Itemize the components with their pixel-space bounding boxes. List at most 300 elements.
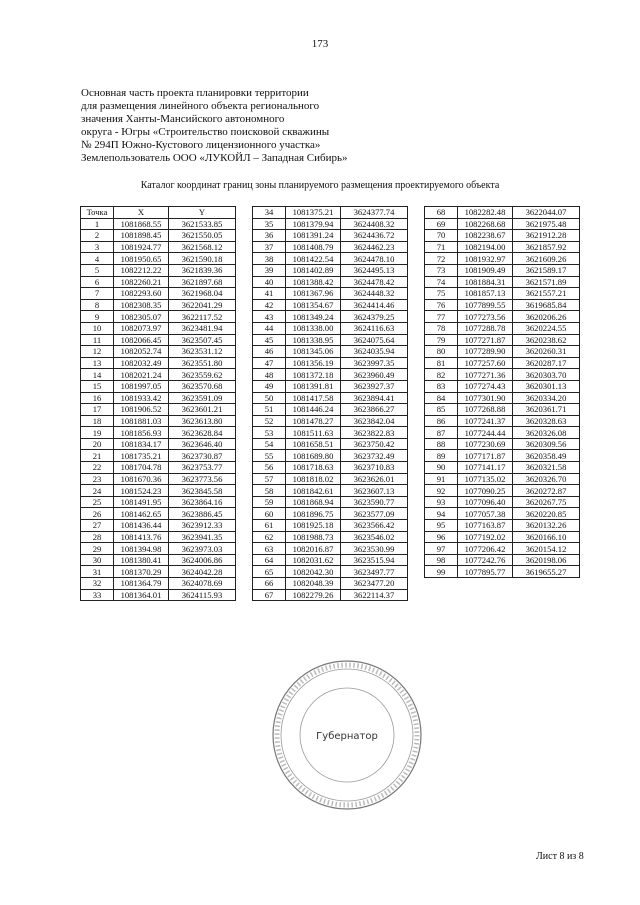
point-cell: 18 bbox=[81, 415, 114, 427]
point-cell: 33 bbox=[81, 589, 114, 601]
table-row bbox=[253, 322, 408, 334]
table-row bbox=[425, 462, 580, 474]
table-row bbox=[425, 438, 580, 450]
y-cell: 3624115.93 bbox=[169, 589, 236, 601]
y-cell: 3622041.29 bbox=[169, 299, 236, 311]
point-cell: 83 bbox=[425, 380, 458, 392]
table-row bbox=[81, 404, 236, 416]
y-cell: 3620132.26 bbox=[513, 520, 580, 532]
y-cell: 3624495.13 bbox=[341, 264, 408, 276]
y-cell: 3624042.28 bbox=[169, 566, 236, 578]
table-row bbox=[81, 369, 236, 381]
point-cell: 93 bbox=[425, 496, 458, 508]
point-cell: 6 bbox=[81, 276, 114, 288]
y-cell: 3623927.37 bbox=[341, 380, 408, 392]
table-row bbox=[425, 299, 580, 311]
y-cell: 3623531.12 bbox=[169, 346, 236, 358]
point-cell: 17 bbox=[81, 404, 114, 416]
point-cell: 56 bbox=[253, 462, 286, 474]
table-row bbox=[81, 322, 236, 334]
y-cell: 3622117.52 bbox=[169, 311, 236, 323]
x-cell: 1081950.65 bbox=[114, 253, 169, 265]
table-row bbox=[81, 346, 236, 358]
table-row bbox=[81, 276, 236, 288]
y-cell: 3623481.94 bbox=[169, 322, 236, 334]
x-cell: 1081511.63 bbox=[286, 427, 341, 439]
x-cell: 1081909.49 bbox=[458, 264, 513, 276]
point-cell: 2 bbox=[81, 230, 114, 242]
point-cell: 89 bbox=[425, 450, 458, 462]
point-cell: 38 bbox=[253, 253, 286, 265]
x-cell: 1082212.22 bbox=[114, 264, 169, 276]
x-cell: 1081402.89 bbox=[286, 264, 341, 276]
x-cell: 1081842.61 bbox=[286, 485, 341, 497]
point-cell: 16 bbox=[81, 392, 114, 404]
table-row bbox=[81, 427, 236, 439]
table-caption: Каталог координат границ зоны планируемого размещения проектируемого объекта bbox=[140, 180, 500, 191]
point-cell: 15 bbox=[81, 380, 114, 392]
point-cell: 12 bbox=[81, 346, 114, 358]
y-cell: 3623613.80 bbox=[169, 415, 236, 427]
point-cell: 66 bbox=[253, 578, 286, 590]
point-cell: 69 bbox=[425, 218, 458, 230]
table-row bbox=[81, 473, 236, 485]
x-cell: 1081689.80 bbox=[286, 450, 341, 462]
coordinates-table-3 bbox=[424, 206, 580, 578]
point-cell: 28 bbox=[81, 531, 114, 543]
x-cell: 1081524.23 bbox=[114, 485, 169, 497]
point-cell: 63 bbox=[253, 543, 286, 555]
point-cell: 57 bbox=[253, 473, 286, 485]
x-cell: 1082238.67 bbox=[458, 230, 513, 242]
x-cell: 1077057.38 bbox=[458, 508, 513, 520]
y-cell: 3621589.17 bbox=[513, 264, 580, 276]
page-number: 173 bbox=[311, 38, 329, 50]
x-cell: 1077257.60 bbox=[458, 357, 513, 369]
x-cell: 1081988.73 bbox=[286, 531, 341, 543]
table-row bbox=[253, 369, 408, 381]
point-cell: 88 bbox=[425, 438, 458, 450]
y-cell: 3621912.28 bbox=[513, 230, 580, 242]
x-cell: 1082066.45 bbox=[114, 334, 169, 346]
y-cell: 3623753.77 bbox=[169, 462, 236, 474]
y-cell: 3624462.23 bbox=[341, 241, 408, 253]
y-cell: 3623894.41 bbox=[341, 392, 408, 404]
x-cell: 1081345.06 bbox=[286, 346, 341, 358]
point-cell: 58 bbox=[253, 485, 286, 497]
y-cell: 3623886.45 bbox=[169, 508, 236, 520]
table-row bbox=[253, 230, 408, 242]
y-cell: 3621897.68 bbox=[169, 276, 236, 288]
point-cell: 31 bbox=[81, 566, 114, 578]
y-cell: 3624035.94 bbox=[341, 346, 408, 358]
point-cell: 54 bbox=[253, 438, 286, 450]
y-cell: 3623607.13 bbox=[341, 485, 408, 497]
y-cell: 3623507.45 bbox=[169, 334, 236, 346]
point-cell: 30 bbox=[81, 554, 114, 566]
table-row bbox=[81, 241, 236, 253]
y-cell: 3623866.27 bbox=[341, 404, 408, 416]
point-cell: 95 bbox=[425, 520, 458, 532]
point-cell: 75 bbox=[425, 288, 458, 300]
point-cell: 64 bbox=[253, 554, 286, 566]
table-row bbox=[81, 253, 236, 265]
point-cell: 90 bbox=[425, 462, 458, 474]
x-cell: 1081906.52 bbox=[114, 404, 169, 416]
point-cell: 49 bbox=[253, 380, 286, 392]
x-cell: 1081735.21 bbox=[114, 450, 169, 462]
y-cell: 3620220.85 bbox=[513, 508, 580, 520]
table-row bbox=[425, 566, 580, 578]
y-cell: 3621571.89 bbox=[513, 276, 580, 288]
x-cell: 1081391.81 bbox=[286, 380, 341, 392]
x-cell: 1081933.42 bbox=[114, 392, 169, 404]
table-row bbox=[425, 450, 580, 462]
table-row bbox=[81, 288, 236, 300]
table-row bbox=[253, 578, 408, 590]
point-cell: 87 bbox=[425, 427, 458, 439]
point-cell: 1 bbox=[81, 218, 114, 230]
y-cell: 3623601.21 bbox=[169, 404, 236, 416]
header-line: значения Ханты-Мансийского автономного bbox=[81, 113, 285, 125]
x-cell: 1077899.55 bbox=[458, 299, 513, 311]
x-cell: 1077244.44 bbox=[458, 427, 513, 439]
table-row bbox=[253, 496, 408, 508]
x-cell: 1082194.00 bbox=[458, 241, 513, 253]
table-row bbox=[253, 380, 408, 392]
table-row bbox=[253, 357, 408, 369]
y-cell: 3623960.49 bbox=[341, 369, 408, 381]
point-cell: 59 bbox=[253, 496, 286, 508]
table-row bbox=[425, 392, 580, 404]
y-cell: 3620198.06 bbox=[513, 554, 580, 566]
table-row bbox=[425, 218, 580, 230]
point-cell: 41 bbox=[253, 288, 286, 300]
table-row bbox=[253, 543, 408, 555]
sheet-counter: Лист 8 из 8 bbox=[536, 851, 584, 862]
x-cell: 1081367.96 bbox=[286, 288, 341, 300]
y-cell: 3621568.12 bbox=[169, 241, 236, 253]
y-cell: 3624116.63 bbox=[341, 322, 408, 334]
x-cell: 1081388.42 bbox=[286, 276, 341, 288]
y-cell: 3623997.35 bbox=[341, 357, 408, 369]
point-cell: 91 bbox=[425, 473, 458, 485]
point-cell: 26 bbox=[81, 508, 114, 520]
table-row bbox=[253, 531, 408, 543]
table-row bbox=[425, 369, 580, 381]
point-cell: 45 bbox=[253, 334, 286, 346]
y-cell: 3622114.37 bbox=[341, 589, 408, 601]
point-cell: 39 bbox=[253, 264, 286, 276]
table-row bbox=[81, 566, 236, 578]
table-row bbox=[81, 485, 236, 497]
table-row bbox=[253, 288, 408, 300]
point-cell: 47 bbox=[253, 357, 286, 369]
table-row bbox=[425, 230, 580, 242]
table-row bbox=[253, 462, 408, 474]
y-cell: 3620260.31 bbox=[513, 346, 580, 358]
table-row bbox=[425, 322, 580, 334]
coordinates-table-1 bbox=[80, 206, 236, 601]
x-cell: 1081364.01 bbox=[114, 589, 169, 601]
point-cell: 55 bbox=[253, 450, 286, 462]
x-cell: 1081408.79 bbox=[286, 241, 341, 253]
y-cell: 3623628.84 bbox=[169, 427, 236, 439]
y-cell: 3623750.42 bbox=[341, 438, 408, 450]
point-cell: 9 bbox=[81, 311, 114, 323]
table-row bbox=[81, 531, 236, 543]
table-row bbox=[253, 485, 408, 497]
x-cell: 1081932.97 bbox=[458, 253, 513, 265]
table-row bbox=[425, 288, 580, 300]
point-cell: 73 bbox=[425, 264, 458, 276]
point-cell: 71 bbox=[425, 241, 458, 253]
point-cell: 51 bbox=[253, 404, 286, 416]
table-row bbox=[81, 230, 236, 242]
point-cell: 92 bbox=[425, 485, 458, 497]
point-cell: 65 bbox=[253, 566, 286, 578]
table-row bbox=[253, 508, 408, 520]
table-row bbox=[425, 207, 580, 219]
y-cell: 3623559.62 bbox=[169, 369, 236, 381]
point-cell: 20 bbox=[81, 438, 114, 450]
point-cell: 94 bbox=[425, 508, 458, 520]
y-cell: 3623864.16 bbox=[169, 496, 236, 508]
x-cell: 1081997.05 bbox=[114, 380, 169, 392]
table-row bbox=[425, 473, 580, 485]
x-cell: 1077271.87 bbox=[458, 334, 513, 346]
y-cell: 3624377.74 bbox=[341, 207, 408, 219]
y-cell: 3621557.21 bbox=[513, 288, 580, 300]
y-cell: 3623941.35 bbox=[169, 531, 236, 543]
table-row bbox=[81, 589, 236, 601]
x-cell: 1082305.07 bbox=[114, 311, 169, 323]
point-cell: 46 bbox=[253, 346, 286, 358]
x-cell: 1082042.30 bbox=[286, 566, 341, 578]
y-cell: 3623590.77 bbox=[341, 496, 408, 508]
point-cell: 52 bbox=[253, 415, 286, 427]
x-cell: 1077242.76 bbox=[458, 554, 513, 566]
y-cell: 3620361.71 bbox=[513, 404, 580, 416]
table-row bbox=[81, 543, 236, 555]
point-cell: 37 bbox=[253, 241, 286, 253]
point-cell: 74 bbox=[425, 276, 458, 288]
y-cell: 3620287.17 bbox=[513, 357, 580, 369]
table-row bbox=[425, 543, 580, 555]
table-row bbox=[253, 264, 408, 276]
x-cell: 1081834.17 bbox=[114, 438, 169, 450]
x-cell: 1082016.87 bbox=[286, 543, 341, 555]
x-cell: 1081898.45 bbox=[114, 230, 169, 242]
document-header bbox=[81, 87, 441, 165]
point-cell: 53 bbox=[253, 427, 286, 439]
point-cell: 62 bbox=[253, 531, 286, 543]
table-row bbox=[425, 357, 580, 369]
x-cell: 1077271.36 bbox=[458, 369, 513, 381]
table-row bbox=[81, 415, 236, 427]
table-row bbox=[425, 404, 580, 416]
table-row bbox=[81, 438, 236, 450]
x-cell: 1077163.87 bbox=[458, 520, 513, 532]
y-cell: 3620272.87 bbox=[513, 485, 580, 497]
point-cell: 84 bbox=[425, 392, 458, 404]
x-cell: 1081718.63 bbox=[286, 462, 341, 474]
y-cell: 3621533.85 bbox=[169, 218, 236, 230]
x-cell: 1081356.19 bbox=[286, 357, 341, 369]
x-cell: 1081364.79 bbox=[114, 578, 169, 590]
point-cell: 60 bbox=[253, 508, 286, 520]
x-cell: 1077895.77 bbox=[458, 566, 513, 578]
y-cell: 3623773.56 bbox=[169, 473, 236, 485]
point-cell: 10 bbox=[81, 322, 114, 334]
table-row bbox=[425, 276, 580, 288]
y-cell: 3620358.49 bbox=[513, 450, 580, 462]
point-cell: 76 bbox=[425, 299, 458, 311]
y-cell: 3623570.68 bbox=[169, 380, 236, 392]
x-cell: 1077288.78 bbox=[458, 322, 513, 334]
x-cell: 1081375.21 bbox=[286, 207, 341, 219]
point-cell: 44 bbox=[253, 322, 286, 334]
point-cell: 19 bbox=[81, 427, 114, 439]
y-cell: 3623842.04 bbox=[341, 415, 408, 427]
point-cell: 79 bbox=[425, 334, 458, 346]
x-cell: 1082293.60 bbox=[114, 288, 169, 300]
y-cell: 3620224.55 bbox=[513, 322, 580, 334]
point-cell: 13 bbox=[81, 357, 114, 369]
table-header-row bbox=[81, 207, 236, 219]
table-row bbox=[253, 311, 408, 323]
y-cell: 3621839.36 bbox=[169, 264, 236, 276]
x-cell: 1081925.18 bbox=[286, 520, 341, 532]
y-cell: 3621975.48 bbox=[513, 218, 580, 230]
y-cell: 3621968.04 bbox=[169, 288, 236, 300]
table-row bbox=[253, 450, 408, 462]
x-cell: 1082052.74 bbox=[114, 346, 169, 358]
point-cell: 81 bbox=[425, 357, 458, 369]
x-cell: 1082073.97 bbox=[114, 322, 169, 334]
x-cell: 1081704.78 bbox=[114, 462, 169, 474]
x-cell: 1081338.00 bbox=[286, 322, 341, 334]
table-row bbox=[425, 253, 580, 265]
table-row bbox=[253, 415, 408, 427]
table-row bbox=[425, 311, 580, 323]
y-cell: 3620334.20 bbox=[513, 392, 580, 404]
x-cell: 1082021.24 bbox=[114, 369, 169, 381]
y-cell: 3623577.09 bbox=[341, 508, 408, 520]
point-cell: 36 bbox=[253, 230, 286, 242]
point-cell: 4 bbox=[81, 253, 114, 265]
y-cell: 3624448.32 bbox=[341, 288, 408, 300]
table-row bbox=[81, 462, 236, 474]
y-cell: 3623566.42 bbox=[341, 520, 408, 532]
x-cell: 1081881.03 bbox=[114, 415, 169, 427]
x-cell: 1081422.54 bbox=[286, 253, 341, 265]
point-cell: 7 bbox=[81, 288, 114, 300]
x-cell: 1077301.90 bbox=[458, 392, 513, 404]
x-cell: 1081818.02 bbox=[286, 473, 341, 485]
x-cell: 1081478.27 bbox=[286, 415, 341, 427]
table-row bbox=[81, 508, 236, 520]
point-cell: 96 bbox=[425, 531, 458, 543]
x-cell: 1081394.98 bbox=[114, 543, 169, 555]
y-cell: 3620238.62 bbox=[513, 334, 580, 346]
point-cell: 77 bbox=[425, 311, 458, 323]
x-cell: 1081857.13 bbox=[458, 288, 513, 300]
y-cell: 3624478.42 bbox=[341, 276, 408, 288]
x-cell: 1082282.48 bbox=[458, 207, 513, 219]
column-header: Y bbox=[169, 207, 236, 219]
point-cell: 29 bbox=[81, 543, 114, 555]
table-row bbox=[253, 334, 408, 346]
x-cell: 1081670.36 bbox=[114, 473, 169, 485]
x-cell: 1081446.24 bbox=[286, 404, 341, 416]
y-cell: 3620309.56 bbox=[513, 438, 580, 450]
y-cell: 3622044.07 bbox=[513, 207, 580, 219]
x-cell: 1082032.49 bbox=[114, 357, 169, 369]
point-cell: 21 bbox=[81, 450, 114, 462]
point-cell: 32 bbox=[81, 578, 114, 590]
x-cell: 1081462.65 bbox=[114, 508, 169, 520]
y-cell: 3621590.18 bbox=[169, 253, 236, 265]
table-row bbox=[425, 346, 580, 358]
table-row bbox=[253, 241, 408, 253]
point-cell: 50 bbox=[253, 392, 286, 404]
y-cell: 3623730.87 bbox=[169, 450, 236, 462]
point-cell: 8 bbox=[81, 299, 114, 311]
point-cell: 27 bbox=[81, 520, 114, 532]
point-cell: 86 bbox=[425, 415, 458, 427]
table-row bbox=[253, 218, 408, 230]
point-cell: 24 bbox=[81, 485, 114, 497]
x-cell: 1081379.94 bbox=[286, 218, 341, 230]
y-cell: 3623912.33 bbox=[169, 520, 236, 532]
table-row bbox=[253, 253, 408, 265]
x-cell: 1077230.69 bbox=[458, 438, 513, 450]
column-header: Точка bbox=[81, 207, 114, 219]
point-cell: 99 bbox=[425, 566, 458, 578]
table-row bbox=[253, 299, 408, 311]
table-row bbox=[81, 578, 236, 590]
x-cell: 1081417.58 bbox=[286, 392, 341, 404]
table-row bbox=[81, 392, 236, 404]
x-cell: 1081338.95 bbox=[286, 334, 341, 346]
y-cell: 3623710.83 bbox=[341, 462, 408, 474]
table-row bbox=[81, 357, 236, 369]
point-cell: 34 bbox=[253, 207, 286, 219]
x-cell: 1082308.35 bbox=[114, 299, 169, 311]
x-cell: 1082031.62 bbox=[286, 554, 341, 566]
y-cell: 3623546.02 bbox=[341, 531, 408, 543]
x-cell: 1082268.68 bbox=[458, 218, 513, 230]
y-cell: 3619655.27 bbox=[513, 566, 580, 578]
x-cell: 1082260.21 bbox=[114, 276, 169, 288]
header-line: Основная часть проекта планировки территории bbox=[81, 87, 309, 99]
y-cell: 3620326.08 bbox=[513, 427, 580, 439]
y-cell: 3624436.72 bbox=[341, 230, 408, 242]
y-cell: 3624075.64 bbox=[341, 334, 408, 346]
table-row bbox=[253, 276, 408, 288]
header-line: Землепользователь ООО «ЛУКОЙЛ – Западная Сибирь» bbox=[81, 152, 348, 164]
y-cell: 3623973.03 bbox=[169, 543, 236, 555]
point-cell: 97 bbox=[425, 543, 458, 555]
table-row bbox=[425, 427, 580, 439]
x-cell: 1077273.56 bbox=[458, 311, 513, 323]
point-cell: 23 bbox=[81, 473, 114, 485]
point-cell: 42 bbox=[253, 299, 286, 311]
y-cell: 3624078.69 bbox=[169, 578, 236, 590]
table-row bbox=[425, 380, 580, 392]
x-cell: 1081896.75 bbox=[286, 508, 341, 520]
